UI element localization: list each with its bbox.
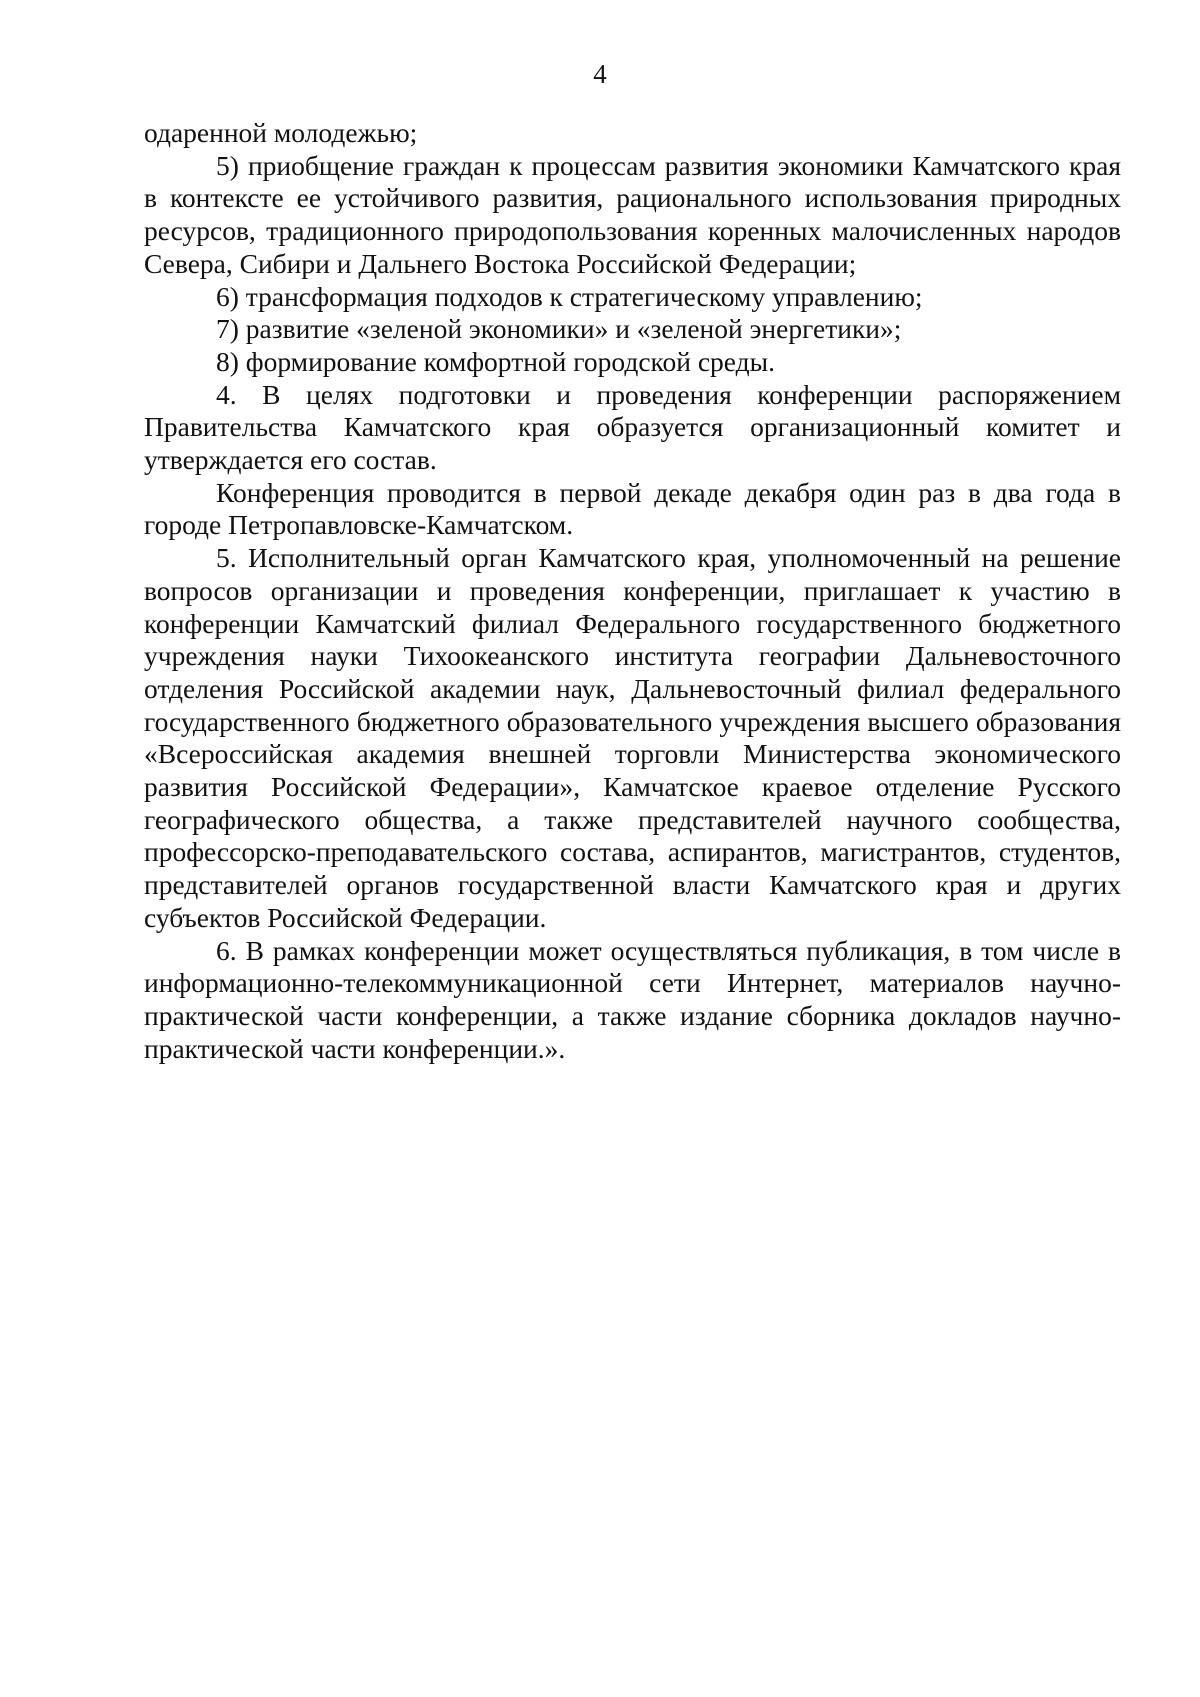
paragraph-item-8: 8) формирование комфортной городской среды.	[216, 345, 775, 377]
document-body	[144, 117, 1121, 1065]
paragraph-section-4: 4. В целях подготовки и проведения конференции распоряжением Правительства Камчатского края образуется организационный комитет и утверждается его состав.	[144, 378, 1121, 476]
paragraph-conference-schedule: Конференция проводится в первой декаде декабря один раз в два года в городе Петропавловске-Камчатском.	[144, 476, 1121, 541]
paragraph-gifted-youth: одаренной молодежью;	[144, 117, 418, 148]
page-number: 4	[593, 59, 607, 89]
paragraph-item-7: 7) развитие «зеленой экономики» и «зеленой энергетики»;	[216, 313, 902, 345]
paragraph-item-5: 5) приобщение граждан к процессам развития экономики Камчатского края в контексте ее устойчивого развития, рационального использования природных ресурсов, традиционного природопользования коренных малочисленных народов Севера, Сибири и Дальнего Востока Российской Федерации;	[144, 149, 1121, 279]
paragraph-section-6: 6. В рамках конференции может осуществляться публикация, в том числе в информационно-телекоммуникационной сети Интернет, материалов научно-практической части конференции, а также издание сборника докладов научно-практической части конференции.».	[144, 934, 1121, 1064]
paragraph-item-6: 6) трансформация подходов к стратегическому управлению;	[216, 280, 923, 312]
paragraph-section-5: 5. Исполнительный орган Камчатского края, уполномоченный на решение вопросов организации и проведения конференции, приглашает к участию в конференции Камчатский филиал Федерального государственного бюджетного учреждения науки Тихоокеанского института географии Дальневосточного отделения Российской академии наук, Дальневосточный филиал федерального государственного бюджетного образовательного учреждения высшего образования «Всероссийская академия внешней торговли Министерства экономического развития Российской Федерации», Камчатское краевое отделение Русского географического общества, а также представителей научного сообщества, профессорско-преподавательского состава, аспирантов, магистрантов, студентов, представителей органов государственной власти Камчатского края и других субъектов Российской Федерации.	[144, 542, 1121, 933]
